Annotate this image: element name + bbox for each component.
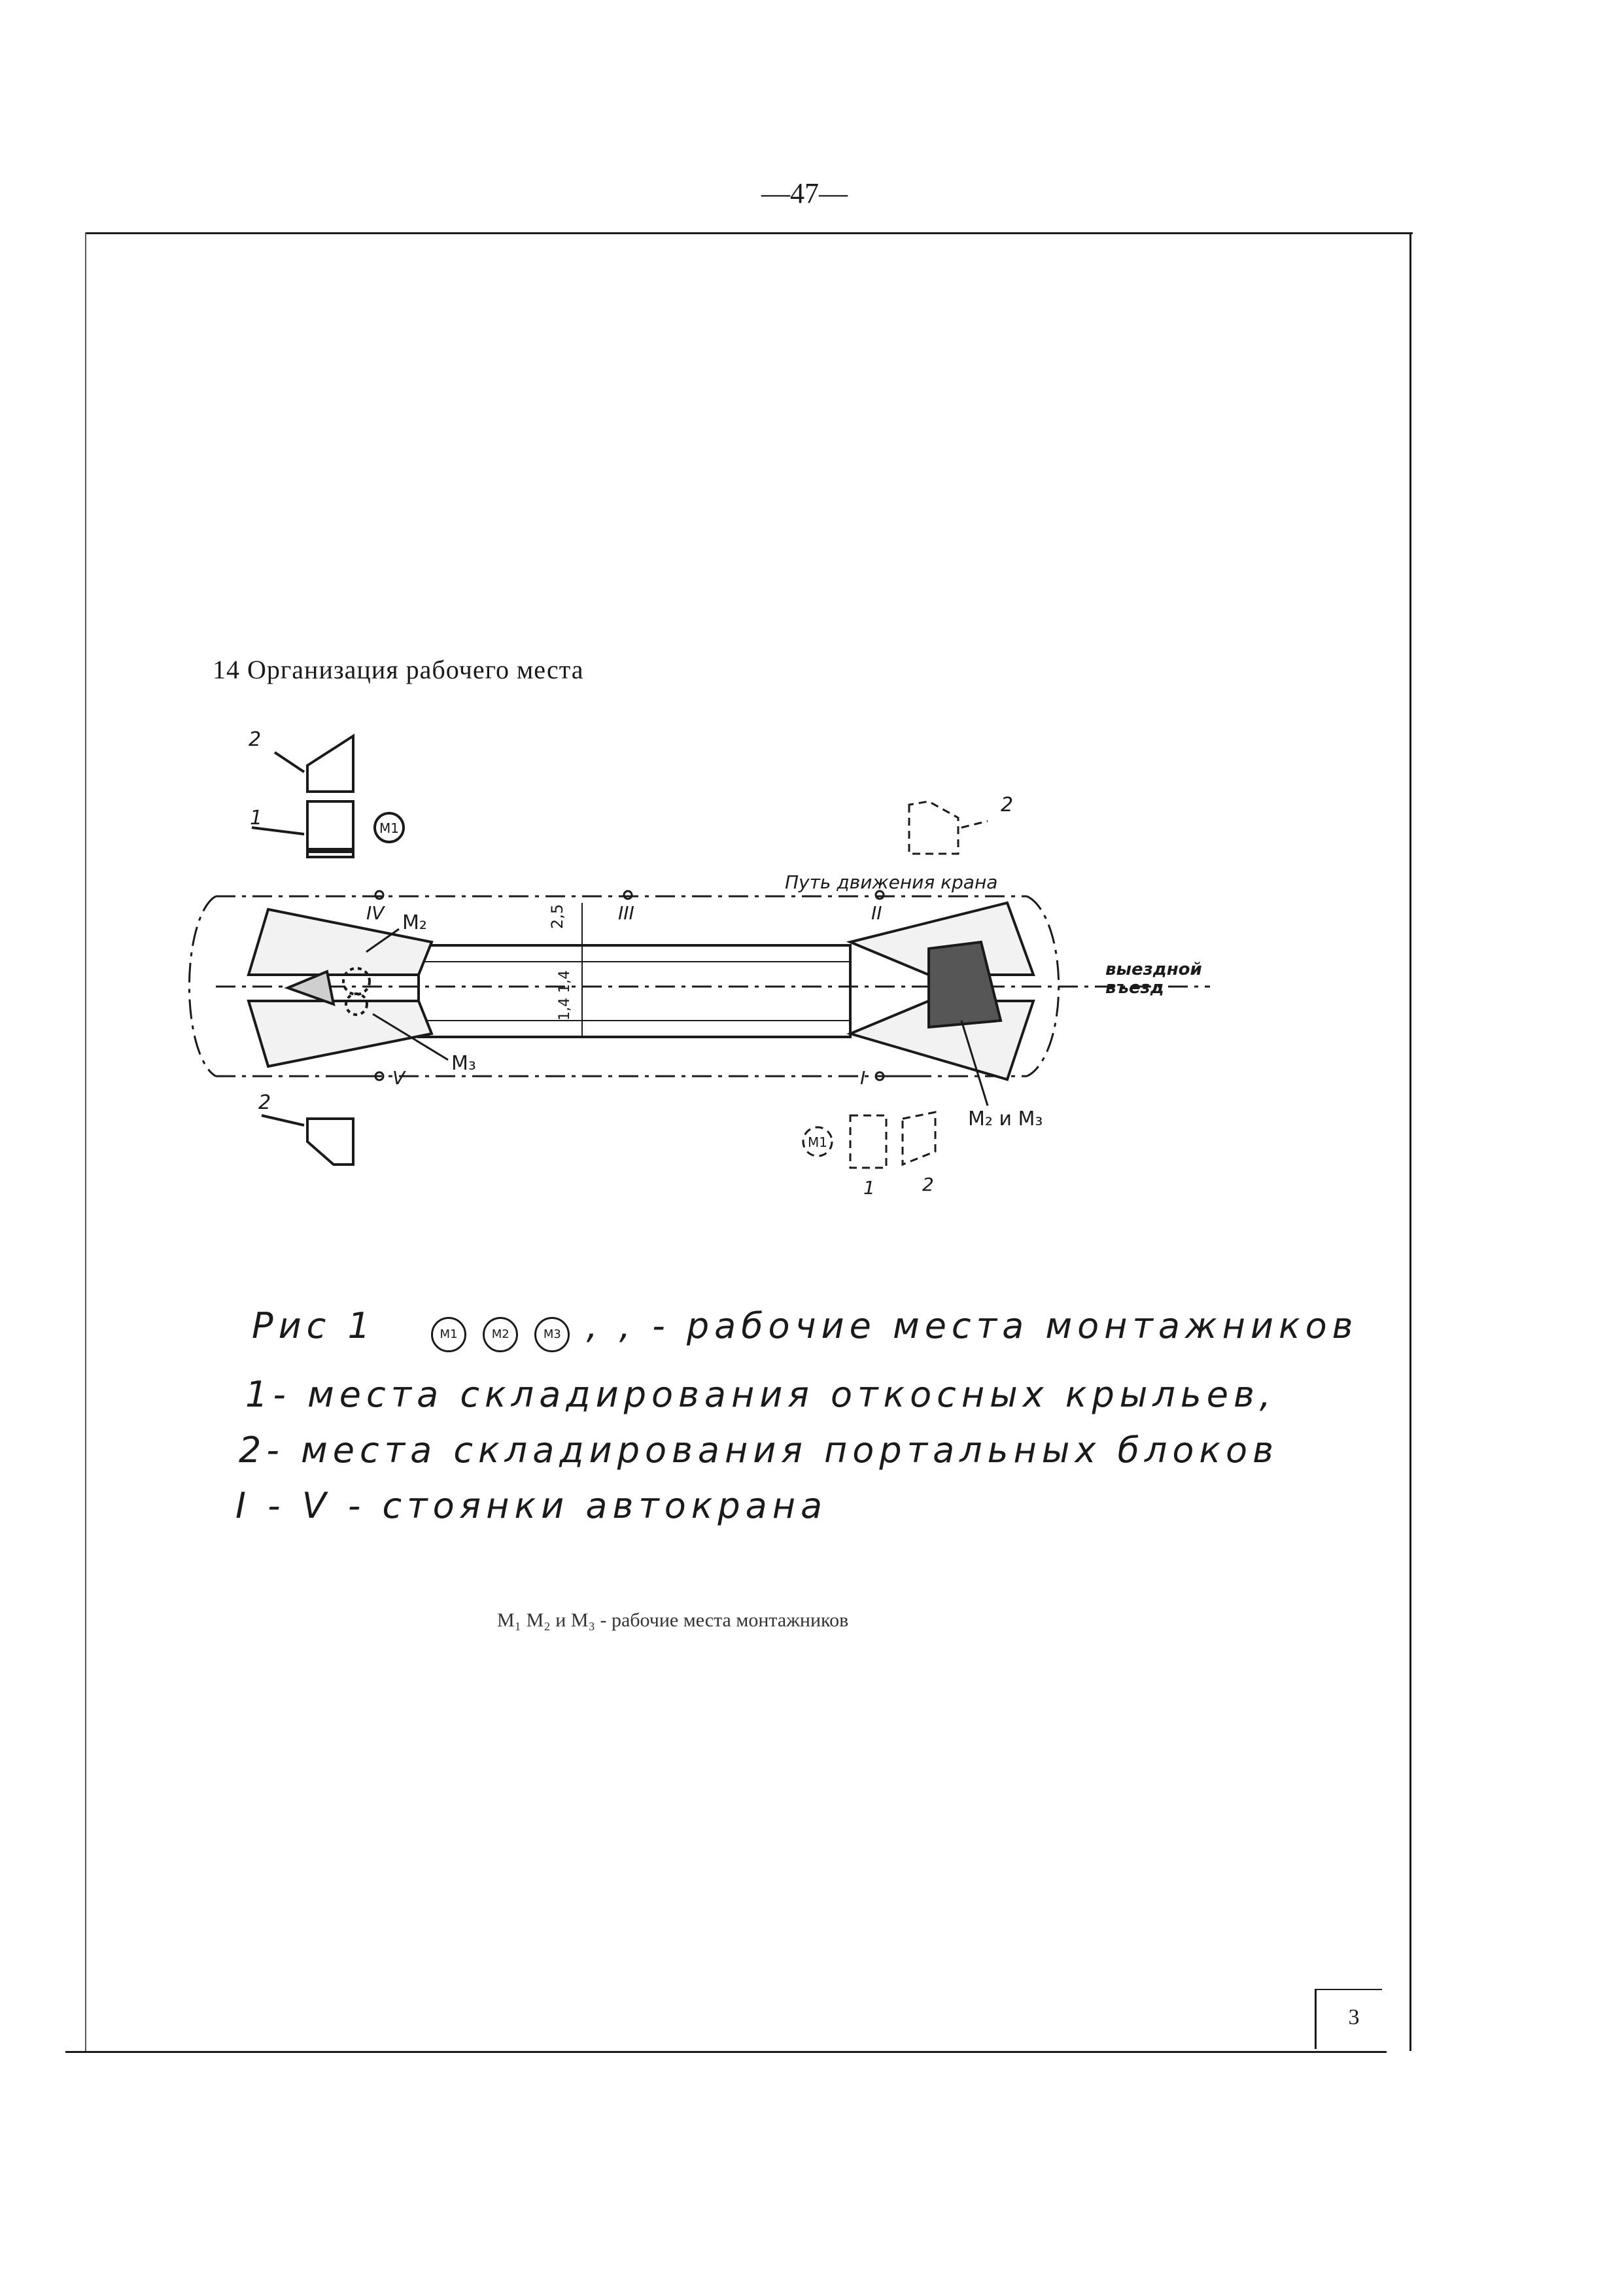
worker-circle-m2: M2 (483, 1317, 518, 1352)
caption-line-1 (252, 1305, 1358, 1352)
caption-line-2: 1- места складирования откосных крыльев, (245, 1374, 1276, 1415)
right-portal (850, 903, 1033, 1079)
caption-figure-label: Рис 1 (252, 1305, 375, 1346)
printed-caption: М₁ М₂ и М₃ - рабочие места монтажников (497, 1609, 849, 1631)
section-title: 14 Организация рабочего места (213, 655, 584, 684)
label-m2-m3: M₂ и M₃ (968, 1108, 1043, 1130)
label-m2: M₂ (402, 911, 427, 934)
caption-line-3: 2- места складирования портальных блоков (239, 1429, 1279, 1471)
storage-label-2b: 2 (1001, 794, 1014, 816)
stand-label-iii: III (618, 902, 634, 924)
dimension-top: 2,5 (548, 903, 566, 929)
exit-label-line1: выездной (1105, 960, 1202, 979)
worker-circle-m1: M1 (431, 1317, 466, 1352)
frame-left-line (85, 232, 86, 2051)
storage-label-2d: 2 (922, 1174, 934, 1195)
sheet-number: 3 (1348, 2005, 1360, 2029)
caption-line-1-text: , , - рабочие места монтажников (586, 1305, 1358, 1346)
stand-label-i: I (860, 1067, 866, 1089)
storage-1-top-left (250, 801, 404, 857)
frame-top-line (85, 232, 1413, 234)
stand-label-ii: II (871, 902, 882, 924)
storage-label-1b: 1 (863, 1177, 875, 1199)
crane-path-label: Путь движения крана (785, 871, 998, 893)
frame-bottom-line (65, 2051, 1387, 2053)
storage-2-top-right (909, 794, 1013, 854)
storage-label-1a: 1 (250, 807, 263, 830)
worker-mark-m1-bottom: M1 (808, 1134, 827, 1150)
label-m3: M₃ (451, 1052, 476, 1075)
dimension-mid: 1,4 1,4 (557, 970, 573, 1021)
caption-line-4: I - V - стоянки автокрана (235, 1485, 828, 1526)
bridge-body (419, 903, 850, 1037)
stand-label-v: V (392, 1067, 406, 1089)
worker-circle-m3: M3 (534, 1317, 570, 1352)
storage-label-2c: 2 (258, 1091, 271, 1114)
storage-2-bottom-left (258, 1091, 353, 1165)
page-number: —47— (761, 177, 848, 209)
stand-label-iv: IV (366, 902, 385, 924)
storage-label-2a: 2 (249, 728, 262, 751)
exit-label-line2: въезд (1105, 978, 1164, 998)
site-plan-drawing (177, 713, 1249, 1223)
worker-mark-m1-plan: M1 (379, 820, 399, 836)
frame-right-line (1409, 232, 1411, 2051)
storage-2-top-left (249, 728, 353, 792)
